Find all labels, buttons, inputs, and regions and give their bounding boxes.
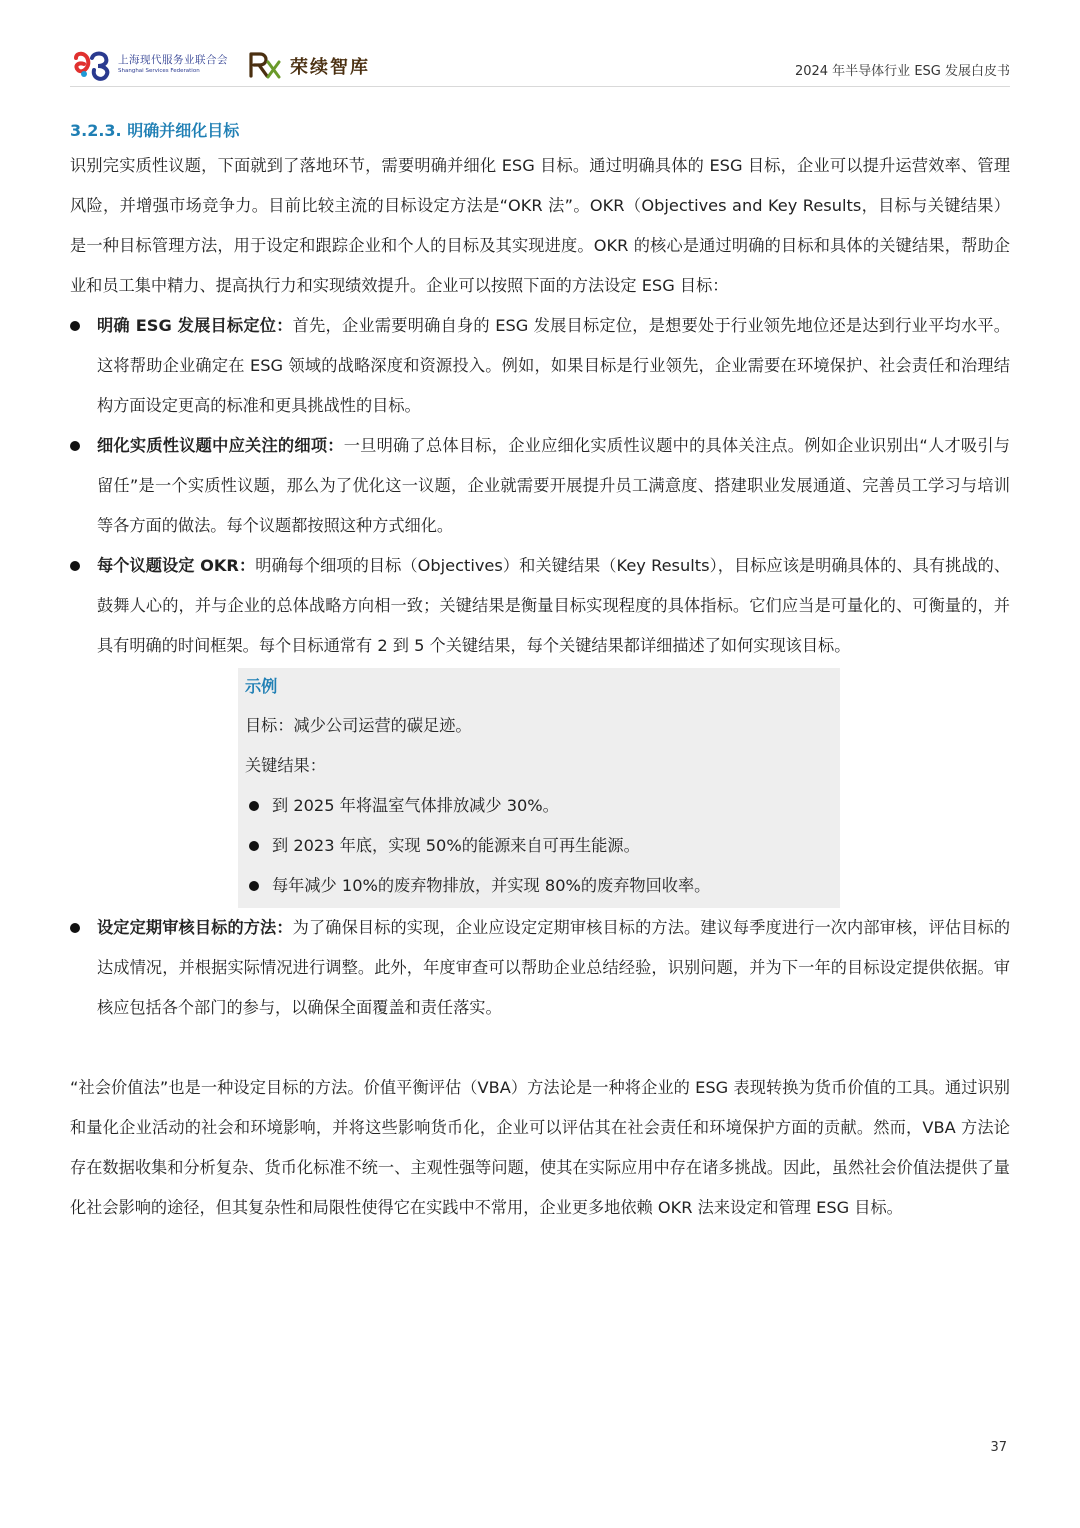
- brand-name: 荣续智库: [290, 57, 370, 78]
- bullet-dot-icon: [70, 923, 80, 933]
- bullet-dot-icon: [70, 321, 80, 331]
- intro-paragraph: 识别完实质性议题，下面就到了落地环节，需要明确并细化 ESG 目标。通过明确具体的 ESG 目标，企业可以提升运营效率、管理风险，并增强市场竞争力。目前比较主流的目标设定方法是“OKR 法”。OKR（Objectives and Key Results，目标与关键结果）是一种目标管理方法，用于设定和跟踪企业和个人的目标及其实现进度。OKR 的核心是通过明确的目标和具体的关键结果，帮助企业和员工集中精力、提高执行力和实现绩效提升。企业可以按照下面的方法设定 ESG 目标：: [70, 156, 1011, 295]
- page-header: [70, 44, 1010, 87]
- example-kr-text: 到 2023 年底，实现 50%的能源来自可再生能源。: [272, 836, 640, 855]
- example-kr-text: 每年减少 10%的废弃物排放，并实现 80%的废弃物回收率。: [272, 876, 711, 895]
- bullet-dot-icon: [249, 881, 259, 891]
- bullet-item: [70, 908, 1010, 1028]
- bullet-dot-icon: [70, 441, 80, 451]
- document-title: 2024 年半导体行业 ESG 发展白皮书: [794, 64, 1010, 79]
- bullet-lead: 细化实质性议题中应关注的细项：: [97, 436, 344, 455]
- example-kr-text: 到 2025 年将温室气体排放减少 30%。: [272, 796, 559, 815]
- closing-paragraph: “社会价值法”也是一种设定目标的方法。价值平衡评估（VBA）方法论是一种将企业的 ESG 表现转换为货币价值的工具。通过识别和量化企业活动的社会和环境影响，并将这些影响货币化，企业可以评估其在社会责任和环境保护方面的贡献。然而，VBA 方法论存在数据收集和分析复杂、货币化标准不统一、主观性强等问题，使其在实际应用中存在诸多挑战。因此，虽然社会价值法提供了量化社会影响的途径，但其复杂性和局限性使得它在实践中不常用，企业更多地依赖 OKR 法来设定和管理 ESG 目标。: [70, 1078, 1010, 1217]
- bullet-item: [70, 306, 1010, 426]
- federation-name-en: Shanghai Services Federation: [118, 68, 200, 74]
- example-kr-item: [245, 826, 840, 866]
- page-number: 37: [990, 1440, 1007, 1455]
- example-kr-item: [245, 786, 840, 826]
- main-content: [70, 116, 1010, 1228]
- example-kr-label: 关键结果：: [245, 756, 326, 775]
- example-box: [238, 668, 840, 908]
- bullet-lead: 每个议题设定 OKR：: [97, 556, 256, 575]
- bullet-text: 明确每个细项的目标（Objectives）和关键结果（Key Results），目标应该是明确具体的、具有挑战的、鼓舞人心的，并与企业的总体战略方向相一致；关键结果是衡量目标实现程度的具体指标。它们应当是可量化的、可衡量的，并具有明确的时间框架。每个目标通常有 2 到 5 个关键结果，每个关键结果都详细描述了如何实现该目标。: [97, 556, 1011, 655]
- bullet-dot-icon: [249, 801, 259, 811]
- paragraph-gap: [70, 1028, 1010, 1068]
- federation-name-cn: 上海现代服务业联合会: [118, 54, 228, 66]
- shanghai-services-federation-logo: [72, 50, 112, 82]
- bullet-item: [70, 426, 1010, 546]
- bullet-dot-icon: [249, 841, 259, 851]
- example-goal: 目标：减少公司运营的碳足迹。: [245, 716, 472, 735]
- section-title: 3.2.3. 明确并细化目标: [70, 121, 240, 140]
- bullet-text: 为了确保目标的实现，企业应设定定期审核目标的方法。建议每季度进行一次内部审核，评估目标的达成情况，并根据实际情况进行调整。此外，年度审查可以帮助企业总结经验，识别问题，并为下一年的目标设定提供依据。审核应包括各个部门的参与，以确保全面覆盖和责任落实。: [97, 918, 1011, 1017]
- bullet-text: 一旦明确了总体目标，企业应细化实质性议题中的具体关注点。例如企业识别出“人才吸引与留任”是一个实质性议题，那么为了优化这一议题，企业就需要开展提升员工满意度、搭建职业发展通道、完善员工学习与培训等各方面的做法。每个议题都按照这种方式细化。: [97, 436, 1010, 535]
- bullet-item: [70, 546, 1010, 666]
- example-kr-item: [245, 866, 840, 906]
- bullet-lead: 设定定期审核目标的方法：: [97, 918, 293, 937]
- rx-brand-icon: [248, 50, 282, 80]
- bullet-lead: 明确 ESG 发展目标定位：: [97, 316, 293, 335]
- federation-name: [118, 54, 228, 75]
- bullet-text: 首先，企业需要明确自身的 ESG 发展目标定位，是想要处于行业领先地位还是达到行业平均水平。这将帮助企业确定在 ESG 领域的战略深度和资源投入。例如，如果目标是行业领先，企业需要在环境保护、社会责任和治理结构方面设定更高的标准和更具挑战性的目标。: [97, 316, 1010, 415]
- bullet-dot-icon: [70, 561, 80, 571]
- example-title: 示例: [245, 677, 278, 696]
